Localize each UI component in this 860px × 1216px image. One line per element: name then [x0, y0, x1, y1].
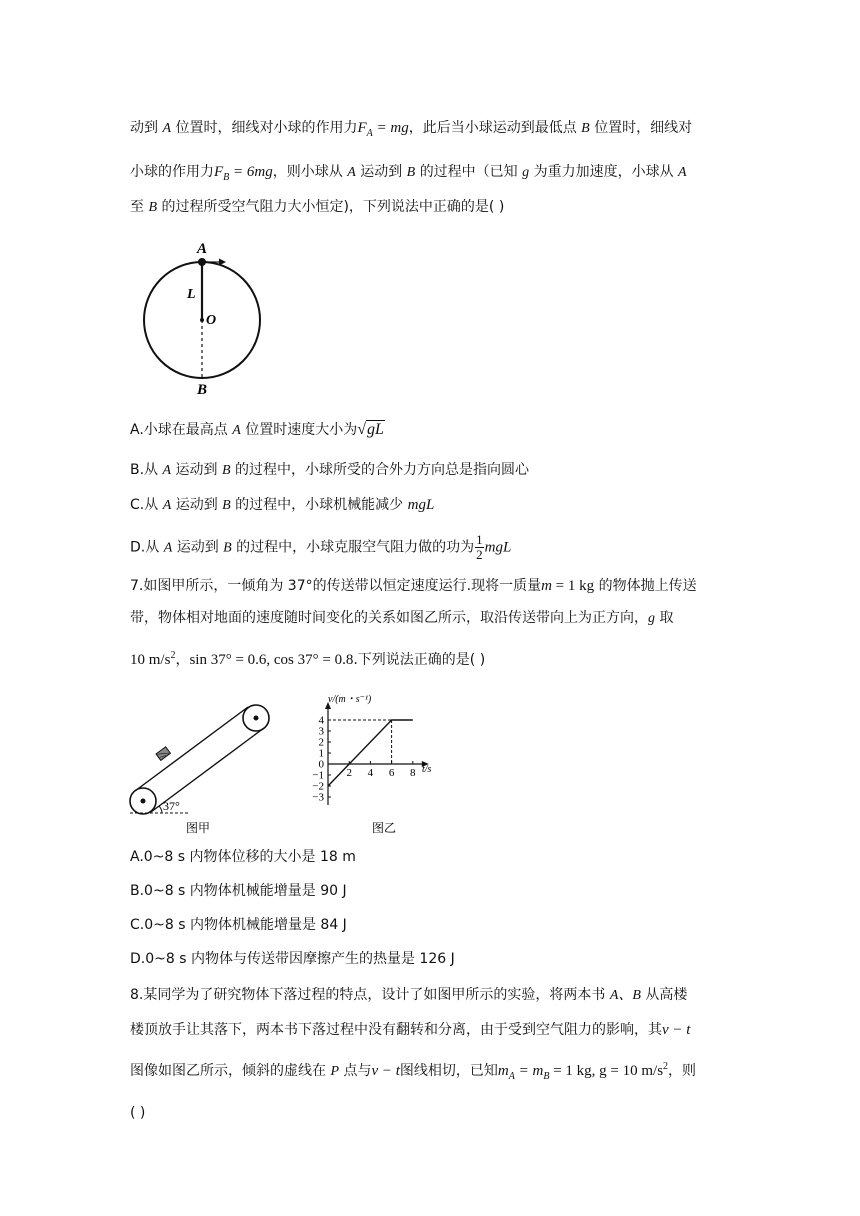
circle-figure — [138, 236, 268, 396]
vt-x-tick-label: 8 — [410, 767, 416, 779]
q7-line-2: 带，物体相对地面的速度随时间变化的关系如图乙所示，取沿传送带向上为正方向，g 取 — [130, 610, 674, 626]
vt-y-tick-label: −1 — [312, 769, 324, 782]
belt-upper — [135, 707, 248, 791]
vt-xlabel: t/s — [422, 764, 432, 775]
label-O: O — [206, 313, 217, 328]
q7-line-1: 7.如图甲所示，一倾角为 37°的传送带以恒定速度运行.现将一质量m = 1 kg 的物体抛上传送 — [130, 578, 697, 594]
label-A: A — [197, 241, 208, 257]
vt-x-tick-label: 4 — [367, 767, 374, 779]
q7-option-a: A.0~8 s 内物体位移的大小是 18 m — [130, 849, 356, 865]
vt-caption: 图乙 — [372, 821, 397, 835]
stem-line-3: 至 B 的过程所受空气阻力大小恒定)，下列说法中正确的是( ) — [130, 199, 505, 215]
vt-y-tick-label: −3 — [312, 791, 324, 804]
vt-y-tick-label: 0 — [318, 758, 324, 771]
q7-option-d: D.0~8 s 内物体与传送带因摩擦产生的热量是 126 J — [130, 951, 455, 967]
q8-line-2: 楼顶放手让其落下，两本书下落过程中没有翻转和分离，由于受到空气阻力的影响，其v − t — [130, 1022, 691, 1038]
q6-option-a: A.小球在最高点 A 位置时速度大小为√gL — [130, 421, 384, 438]
q6-option-b: B.从 A 运动到 B 的过程中，小球所受的合外力方向总是指向圆心 — [130, 462, 529, 478]
q7-option-c: C.0~8 s 内物体机械能增量是 84 J — [130, 917, 347, 933]
label-L: L — [187, 287, 196, 302]
vt-x-tick-label: 2 — [346, 767, 352, 779]
vt-y-tick-label: 4 — [318, 714, 324, 727]
velocity-arrow-head — [219, 259, 226, 266]
q7-option-b: B.0~8 s 内物体机械能增量是 90 J — [130, 883, 347, 899]
q8-line-3: 图像如图乙所示，倾斜的虚线在 P 点与v − t图线相切，已知$m_A = m_B = 1$ kg, g = 10 $m/s^2$，则 — [130, 1061, 697, 1082]
stem-line-1: 动到 A 位置时，细线对小球的作用力$F_A$ = mg，此后当小球运动到最低点 B 位置时，细线对 — [130, 120, 693, 139]
q6-option-d: D.从 A 运动到 B 的过程中，小球克服空气阻力做的功为 $\frac{1}{2}$ mgL — [130, 532, 512, 562]
q6-option-c: C.从 A 运动到 B 的过程中，小球机械能减少 mgL — [130, 497, 435, 513]
angle-arc — [159, 806, 162, 813]
center-point — [200, 318, 204, 322]
vt-x-tick-label: 6 — [388, 767, 395, 779]
vt-y-tick-label: −2 — [312, 780, 324, 793]
block — [156, 747, 170, 761]
q8-line-1: 8.某同学为了研究物体下落过程的特点，设计了如图甲所示的实验，将两本书 A、B 从高楼 — [130, 987, 688, 1003]
vt-ylabel: v/(m・s⁻¹) — [328, 694, 372, 705]
vt-y-tick-label: 3 — [318, 725, 324, 738]
vt-y-tick-label: 1 — [318, 747, 324, 760]
stem-line-2: 小球的作用力$F_B = 6mg$，则小球从 A 运动到 B 的过程中（已知 g 为重力加速度，小球从 A — [130, 164, 687, 183]
vt-graph — [300, 688, 460, 836]
q8-line-4: ( ) — [130, 1105, 146, 1121]
q7-line-3: 10 $m/s^2$，sin 37° = 0.6, cos 37° = 0.8.下列说法正确的是( ) — [130, 650, 486, 668]
angle-label: 37° — [163, 799, 180, 813]
belt-figure — [128, 696, 278, 836]
belt-caption: 图甲 — [186, 821, 211, 835]
ball — [198, 258, 206, 266]
label-B: B — [197, 382, 208, 396]
vt-y-tick-label: 2 — [318, 736, 324, 749]
